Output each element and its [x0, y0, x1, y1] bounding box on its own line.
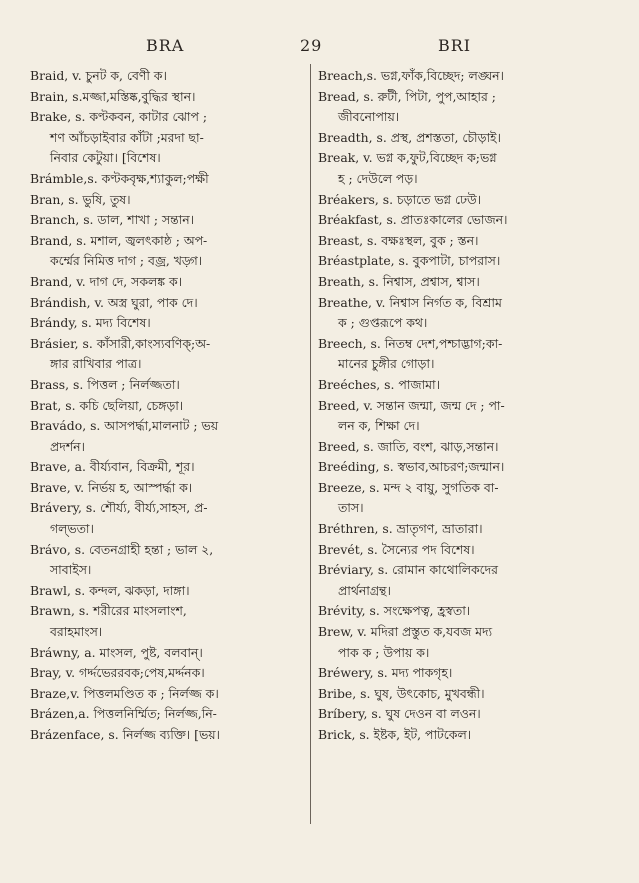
dictionary-entry: [30, 498, 308, 539]
dictionary-entry: [318, 375, 610, 396]
dictionary-entry: [30, 704, 308, 725]
dictionary-entry: [30, 581, 308, 602]
entry-line: Breach,s. ভগ্ন,ফাঁক,বিচ্ছেদ; লঙ্ঘন।: [318, 68, 504, 83]
entry-line: Brew, v. মদিরা প্রস্তুত ক,যবজ মদ্য: [318, 624, 493, 640]
dictionary-entry: [318, 519, 610, 540]
entry-line: Brávery, s. শৌর্য্য, বীর্য্য,সাহস, প্র-: [30, 500, 208, 516]
entry-line: Breast, s. বক্ষঃস্থল, বুক ; স্তন।: [318, 232, 479, 248]
entry-line: Brawn, s. শরীরের মাংসলাংশ,: [30, 603, 187, 619]
dictionary-entry: [30, 684, 308, 705]
entry-continuation-line: হ ; দেউলে পড়।: [338, 170, 418, 186]
entry-line: Bravádo, s. আসপর্দ্ধা,মালনাট ; ভয়: [30, 418, 219, 434]
dictionary-entry: [318, 560, 610, 601]
entry-continuation-line: বরাহমাংস।: [50, 624, 103, 640]
dictionary-entry: [318, 663, 610, 684]
entry-continuation-line: নিবার কেটুয়া। [বিশেষ।: [50, 150, 161, 166]
left-column: [30, 66, 308, 746]
entry-line: Brázenface, s. নির্লজ্জ ব্যক্তি। [ভয়।: [30, 727, 220, 742]
entry-line: Breech, s. নিতম্ব দেশ,পশ্চাদ্ভাগ;কা-: [318, 335, 503, 351]
entry-line: Bran, s. ভুষি, তুষ।: [30, 191, 131, 207]
dictionary-entry: [318, 540, 610, 561]
entry-continuation-line: জীবনোপায়।: [338, 109, 400, 125]
entry-line: Bray, v. গৰ্দ্দভেররবক;পেষ,মৰ্দ্দনক।: [30, 665, 205, 681]
header-left-guide-word: BRA: [146, 36, 185, 55]
entry-line: Breathe, v. নিশ্বাস নির্গত ক, বিশ্রাম: [318, 294, 502, 310]
entry-continuation-line: প্রদর্শন।: [50, 438, 85, 454]
dictionary-entry: [318, 334, 610, 375]
dictionary-entry: [318, 148, 610, 189]
entry-line: Braze,v. পিত্তলমণ্ডিত ক ; নির্লজ্জ ক।: [30, 685, 219, 701]
entry-continuation-line: ক ; গুপ্তরূপে কথ।: [338, 315, 428, 331]
dictionary-entry: [318, 87, 610, 128]
entry-line: Bréakers, s. চড়াতে ভগ্ন ঢেউ।: [318, 191, 482, 207]
entry-line: Bread, s. রুটী, পিটা, পুপ,আহার ;: [318, 88, 496, 104]
entry-line: Bribe, s. ঘুষ, উৎকোচ, মুখবন্ধী।: [318, 685, 485, 701]
entry-line: Branch, s. ডাল, শাখা ; সন্তান।: [30, 212, 195, 228]
entry-line: Brick, s. ইষ্টক, ইট, পাটকেল।: [318, 727, 472, 742]
dictionary-entry: [30, 375, 308, 396]
entry-line: Brándish, v. অস্ত্র ঘুরা, পাক দে।: [30, 294, 198, 310]
entry-continuation-line: কর্ম্মের নিমিত্ত দাগ ; বজ্র, খড়্গ।: [50, 253, 203, 269]
dictionary-entry: [30, 663, 308, 684]
entry-line: Bréakfast, s. প্রাতঃকালের ভোজন।: [318, 212, 508, 228]
dictionary-entry: [30, 210, 308, 231]
entry-line: Bríbery, s. ঘুষ দেওন বা লওন।: [318, 706, 481, 722]
dictionary-entry: [30, 457, 308, 478]
entry-line: Brevét, s. সৈন্যের পদ বিশেষ।: [318, 541, 475, 557]
dictionary-entry: [318, 190, 610, 211]
dictionary-entry: [30, 396, 308, 417]
dictionary-entry: [318, 704, 610, 725]
entry-line: Brámble,s. কণ্টকবৃক্ষ,শ্যাকুল;পক্ষী: [30, 170, 209, 186]
entry-line: Brand, s. মশাল, জ্বলৎকাষ্ঠ ; অপ-: [30, 232, 208, 248]
dictionary-entry: [318, 272, 610, 293]
entry-line: Brawl, s. কন্দল, ঝকড়া, দাঙ্গা।: [30, 582, 190, 598]
entry-continuation-line: ঙ্গার রাখিবার পাত্র।: [50, 356, 142, 372]
dictionary-entry: [30, 66, 308, 87]
entry-line: Brávo, s. বেতনগ্রাহী হন্তা ; ভাল ২,: [30, 541, 214, 557]
entry-line: Brándy, s. মদ্য বিশেষ।: [30, 315, 151, 331]
entry-continuation-line: পাক ক ; উপায় ক।: [338, 644, 430, 660]
entry-line: Break, v. ভগ্ন ক,ফুট,বিচ্ছেদ ক;ভগ্ন: [318, 150, 497, 166]
entry-line: Brain, s.মজ্জা,মস্তিষ্ক,বুদ্ধির স্থান।: [30, 88, 196, 104]
dictionary-entry: [30, 231, 308, 272]
dictionary-entry: [318, 684, 610, 705]
entry-line: Brat, s. কচি ছেলিয়া, চেঙ্গড়া।: [30, 397, 184, 413]
dictionary-entry: [30, 107, 308, 169]
entry-line: Breeze, s. মন্দ ২ বায়ু, সুগতিক বা-: [318, 479, 499, 495]
entry-continuation-line: শণ আঁচড়াইবার কাঁটা ;মরদা ছা-: [50, 129, 204, 145]
dictionary-entry: [318, 293, 610, 334]
dictionary-entry: [318, 457, 610, 478]
entry-line: Brásier, s. কাঁসারী,কাংস্যবণিক্;অ-: [30, 335, 211, 351]
entry-line: Breed, s. জাতি, বংশ, ঝাড়,সন্তান।: [318, 438, 499, 454]
dictionary-entry: [30, 272, 308, 293]
entry-line: Bréastplate, s. বুকপাটা, চাপরাস।: [318, 253, 501, 269]
dictionary-entry: [318, 66, 610, 87]
dictionary-entry: [318, 478, 610, 519]
dictionary-entry: [318, 128, 610, 149]
entry-line: Braid, v. চুনট ক, বেণী ক।: [30, 68, 167, 83]
entry-continuation-line: মানের চুঙ্গীর গোড়া।: [338, 356, 435, 372]
entry-continuation-line: সাবাইস।: [50, 562, 92, 578]
entry-line: Bráwny, a. মাংসল, পুষ্ট, বলবান্।: [30, 644, 203, 660]
entry-line: Brave, a. বীর্য্যবান, বিক্রমী, শূর।: [30, 459, 195, 475]
entry-line: Bréviary, s. রোমান কাথোলিকদের: [318, 562, 498, 578]
dictionary-entry: [318, 622, 610, 663]
entry-line: Brand, v. দাগ দে, সকলঙ্ক ক।: [30, 273, 183, 289]
entry-line: Brass, s. পিত্তল ; নির্লজ্জতা।: [30, 376, 180, 392]
dictionary-entry: [318, 231, 610, 252]
entry-line: Brévity, s. সংক্ষেপত্ব, হ্রস্বতা।: [318, 603, 471, 619]
dictionary-entry: [30, 169, 308, 190]
entry-line: Breéches, s. পাজামা।: [318, 376, 441, 392]
dictionary-entry: [318, 725, 610, 746]
page-number: 29: [300, 36, 323, 55]
dictionary-entry: [30, 478, 308, 499]
dictionary-entry: [318, 437, 610, 458]
dictionary-entry: [30, 293, 308, 314]
entry-line: Breath, s. নিশ্বাস, প্রশ্বাস, শ্বাস।: [318, 273, 480, 289]
entry-continuation-line: গল্ভতা।: [50, 521, 94, 537]
dictionary-entry: [30, 87, 308, 108]
entry-continuation-line: লন ক, শিক্ষা দে।: [338, 418, 420, 434]
entry-line: Breadth, s. প্রস্থ, প্রশস্ততা, চৌড়াই।: [318, 129, 501, 145]
entry-line: Brázen,a. পিত্তলনির্ম্মিত; নির্লজ্জ,নি-: [30, 706, 217, 722]
dictionary-entry: [318, 396, 610, 437]
entry-line: Breéding, s. স্বভাব,আচরণ;জন্মান।: [318, 459, 505, 475]
dictionary-entry: [30, 313, 308, 334]
column-divider: [310, 64, 311, 824]
entry-continuation-line: প্রার্থনাগ্রন্থ।: [338, 582, 391, 598]
entry-line: Breed, v. সন্তান জন্মা, জন্ম দে ; পা-: [318, 397, 505, 413]
entry-line: Brave, v. নির্ভয় হ, আস্পর্দ্ধা ক।: [30, 479, 193, 495]
dictionary-entry: [318, 601, 610, 622]
dictionary-entry: [318, 251, 610, 272]
dictionary-entry: [30, 725, 308, 746]
entry-line: Brake, s. কণ্টকবন, কাটার ঝোপ ;: [30, 109, 208, 125]
right-column: [318, 66, 610, 746]
entry-continuation-line: তাস।: [338, 500, 364, 516]
dictionary-entry: [30, 190, 308, 211]
dictionary-entry: [30, 601, 308, 642]
entry-line: Bréwery, s. মদ্য পাকগৃহ।: [318, 665, 453, 681]
dictionary-entry: [30, 540, 308, 581]
dictionary-entry: [30, 643, 308, 664]
header-right-guide-word: BRI: [438, 36, 472, 55]
dictionary-entry: [30, 334, 308, 375]
dictionary-entry: [30, 416, 308, 457]
entry-line: Bréthren, s. ভ্রাতৃগণ, ভ্রাতারা।: [318, 521, 483, 537]
dictionary-entry: [318, 210, 610, 231]
